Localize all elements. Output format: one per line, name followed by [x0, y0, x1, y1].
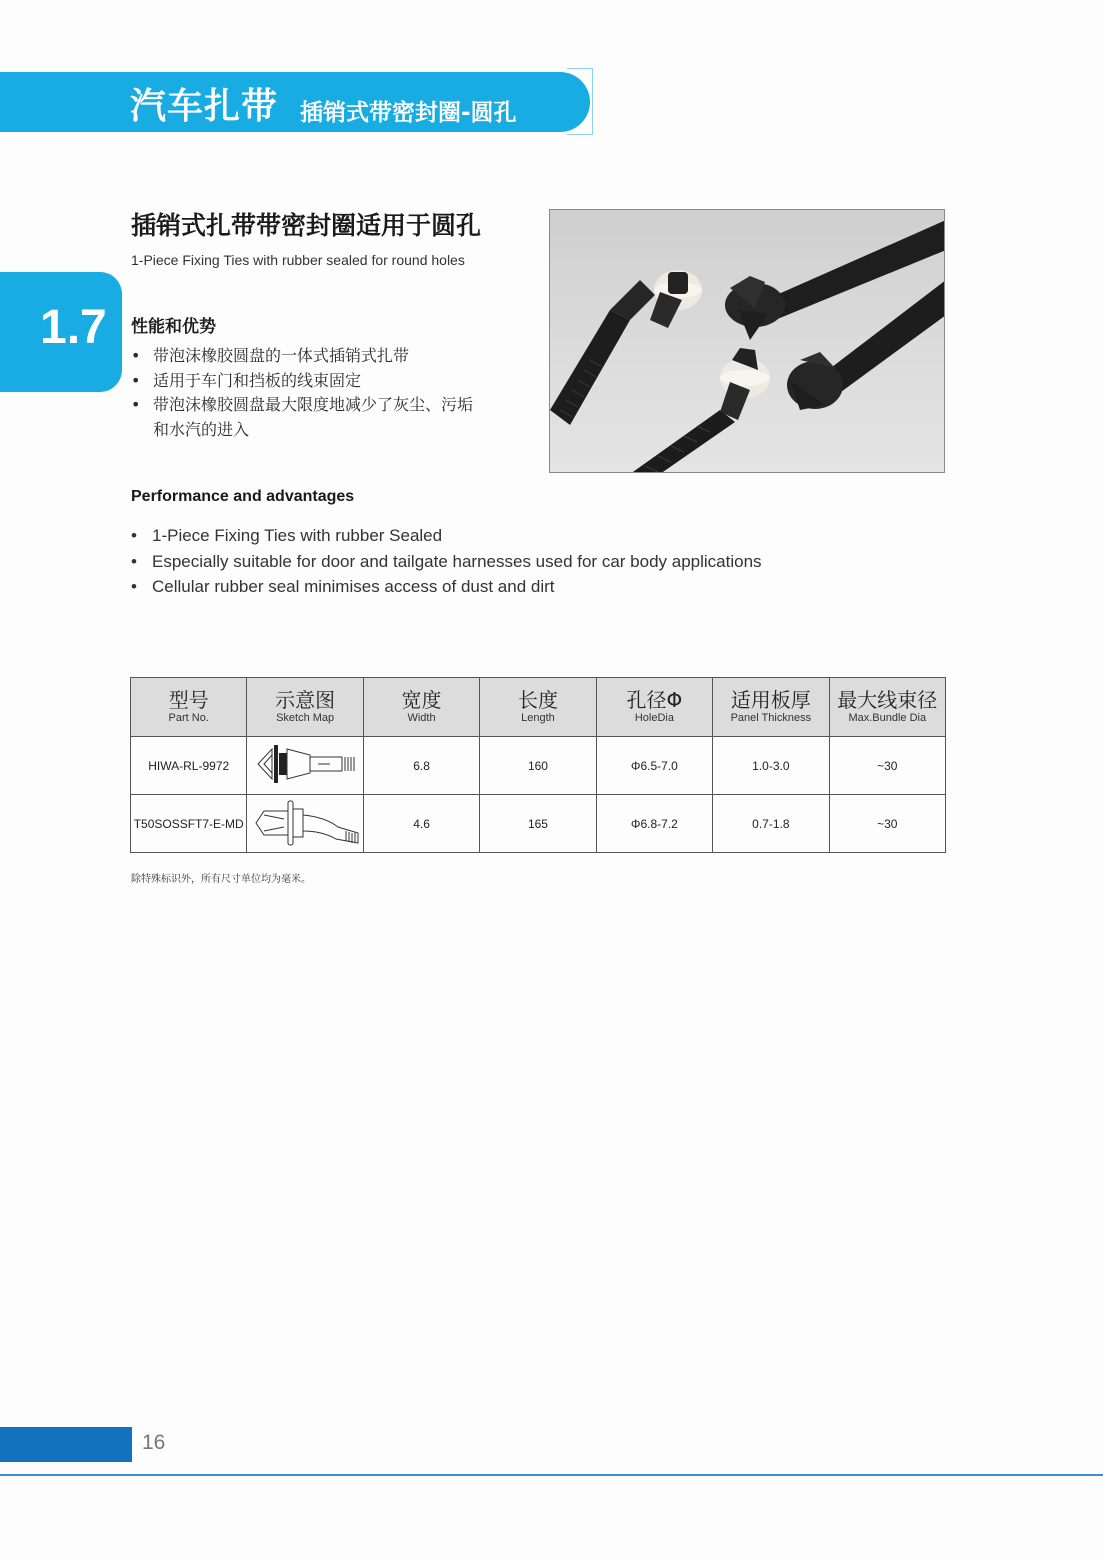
cell-panel: 0.7-1.8 — [713, 795, 829, 853]
features-en-item: • Especially suitable for door and tailgate harnesses used for car body applications — [131, 549, 762, 575]
th-max-bundle-dia: 最大线束径 Max.Bundle Dia — [829, 678, 945, 737]
cell-width: 4.6 — [363, 795, 479, 853]
cell-bundle: ~30 — [829, 737, 945, 795]
cell-hole: Φ6.8-7.2 — [596, 795, 712, 853]
features-cn-item: • 适用于车门和挡板的线束固定 — [131, 369, 531, 394]
th-length: 长度 Length — [480, 678, 596, 737]
features-cn-title: 性能和优势 — [131, 317, 216, 337]
th-sketch-map: 示意图 Sketch Map — [247, 678, 363, 737]
features-en-item: • Cellular rubber seal minimises access of dust and dirt — [131, 574, 762, 600]
table-header-row — [131, 678, 946, 737]
product-photo — [549, 209, 945, 473]
features-en-title: Performance and advantages — [131, 488, 355, 505]
cell-length: 160 — [480, 737, 596, 795]
table-row — [131, 795, 946, 853]
section-number: 1.7 — [40, 301, 107, 354]
header-subtitle: 插销式带密封圈-圆孔 — [300, 100, 517, 126]
cell-width: 6.8 — [363, 737, 479, 795]
footer-divider — [0, 1474, 1103, 1476]
th-panel-thickness: 适用板厚 Panel Thickness — [713, 678, 829, 737]
th-width: 宽度 Width — [363, 678, 479, 737]
cell-sketch — [247, 795, 363, 853]
cell-sketch — [247, 737, 363, 795]
cell-panel: 1.0-3.0 — [713, 737, 829, 795]
footer-bar — [0, 1427, 132, 1462]
sketch-icon-hiwa — [250, 739, 360, 789]
spec-table — [130, 677, 946, 853]
header-title: 汽车扎带 — [130, 86, 279, 127]
cable-tie-photo-illustration — [550, 210, 945, 473]
cell-hole: Φ6.5-7.0 — [596, 737, 712, 795]
features-cn-list — [131, 344, 531, 442]
features-cn-item: • 带泡沫橡胶圆盘最大限度地减少了灰尘、污垢和水汽的进入 — [131, 393, 483, 442]
features-en-list — [131, 523, 762, 600]
cell-bundle: ~30 — [829, 795, 945, 853]
intro-heading-cn: 插销式扎带带密封圈适用于圆孔 — [131, 211, 482, 240]
th-part-no: 型号 Part No. — [131, 678, 247, 737]
th-hole-dia: 孔径Φ HoleDia — [596, 678, 712, 737]
table-row — [131, 737, 946, 795]
cell-part: T50SOSSFT7-E-MD — [131, 795, 247, 853]
features-cn-item: • 带泡沫橡胶圆盘的一体式插销式扎带 — [131, 344, 531, 369]
sketch-icon-t50 — [250, 797, 360, 847]
cell-length: 165 — [480, 795, 596, 853]
units-note: 除特殊标识外，所有尺寸单位均为毫米。 — [131, 874, 311, 885]
features-en-item: • 1-Piece Fixing Ties with rubber Sealed — [131, 523, 762, 549]
cell-part: HIWA-RL-9972 — [131, 737, 247, 795]
header-banner-edge — [567, 68, 593, 135]
page-number: 16 — [142, 1431, 166, 1454]
intro-heading-en: 1-Piece Fixing Ties with rubber sealed for round holes — [131, 252, 465, 268]
